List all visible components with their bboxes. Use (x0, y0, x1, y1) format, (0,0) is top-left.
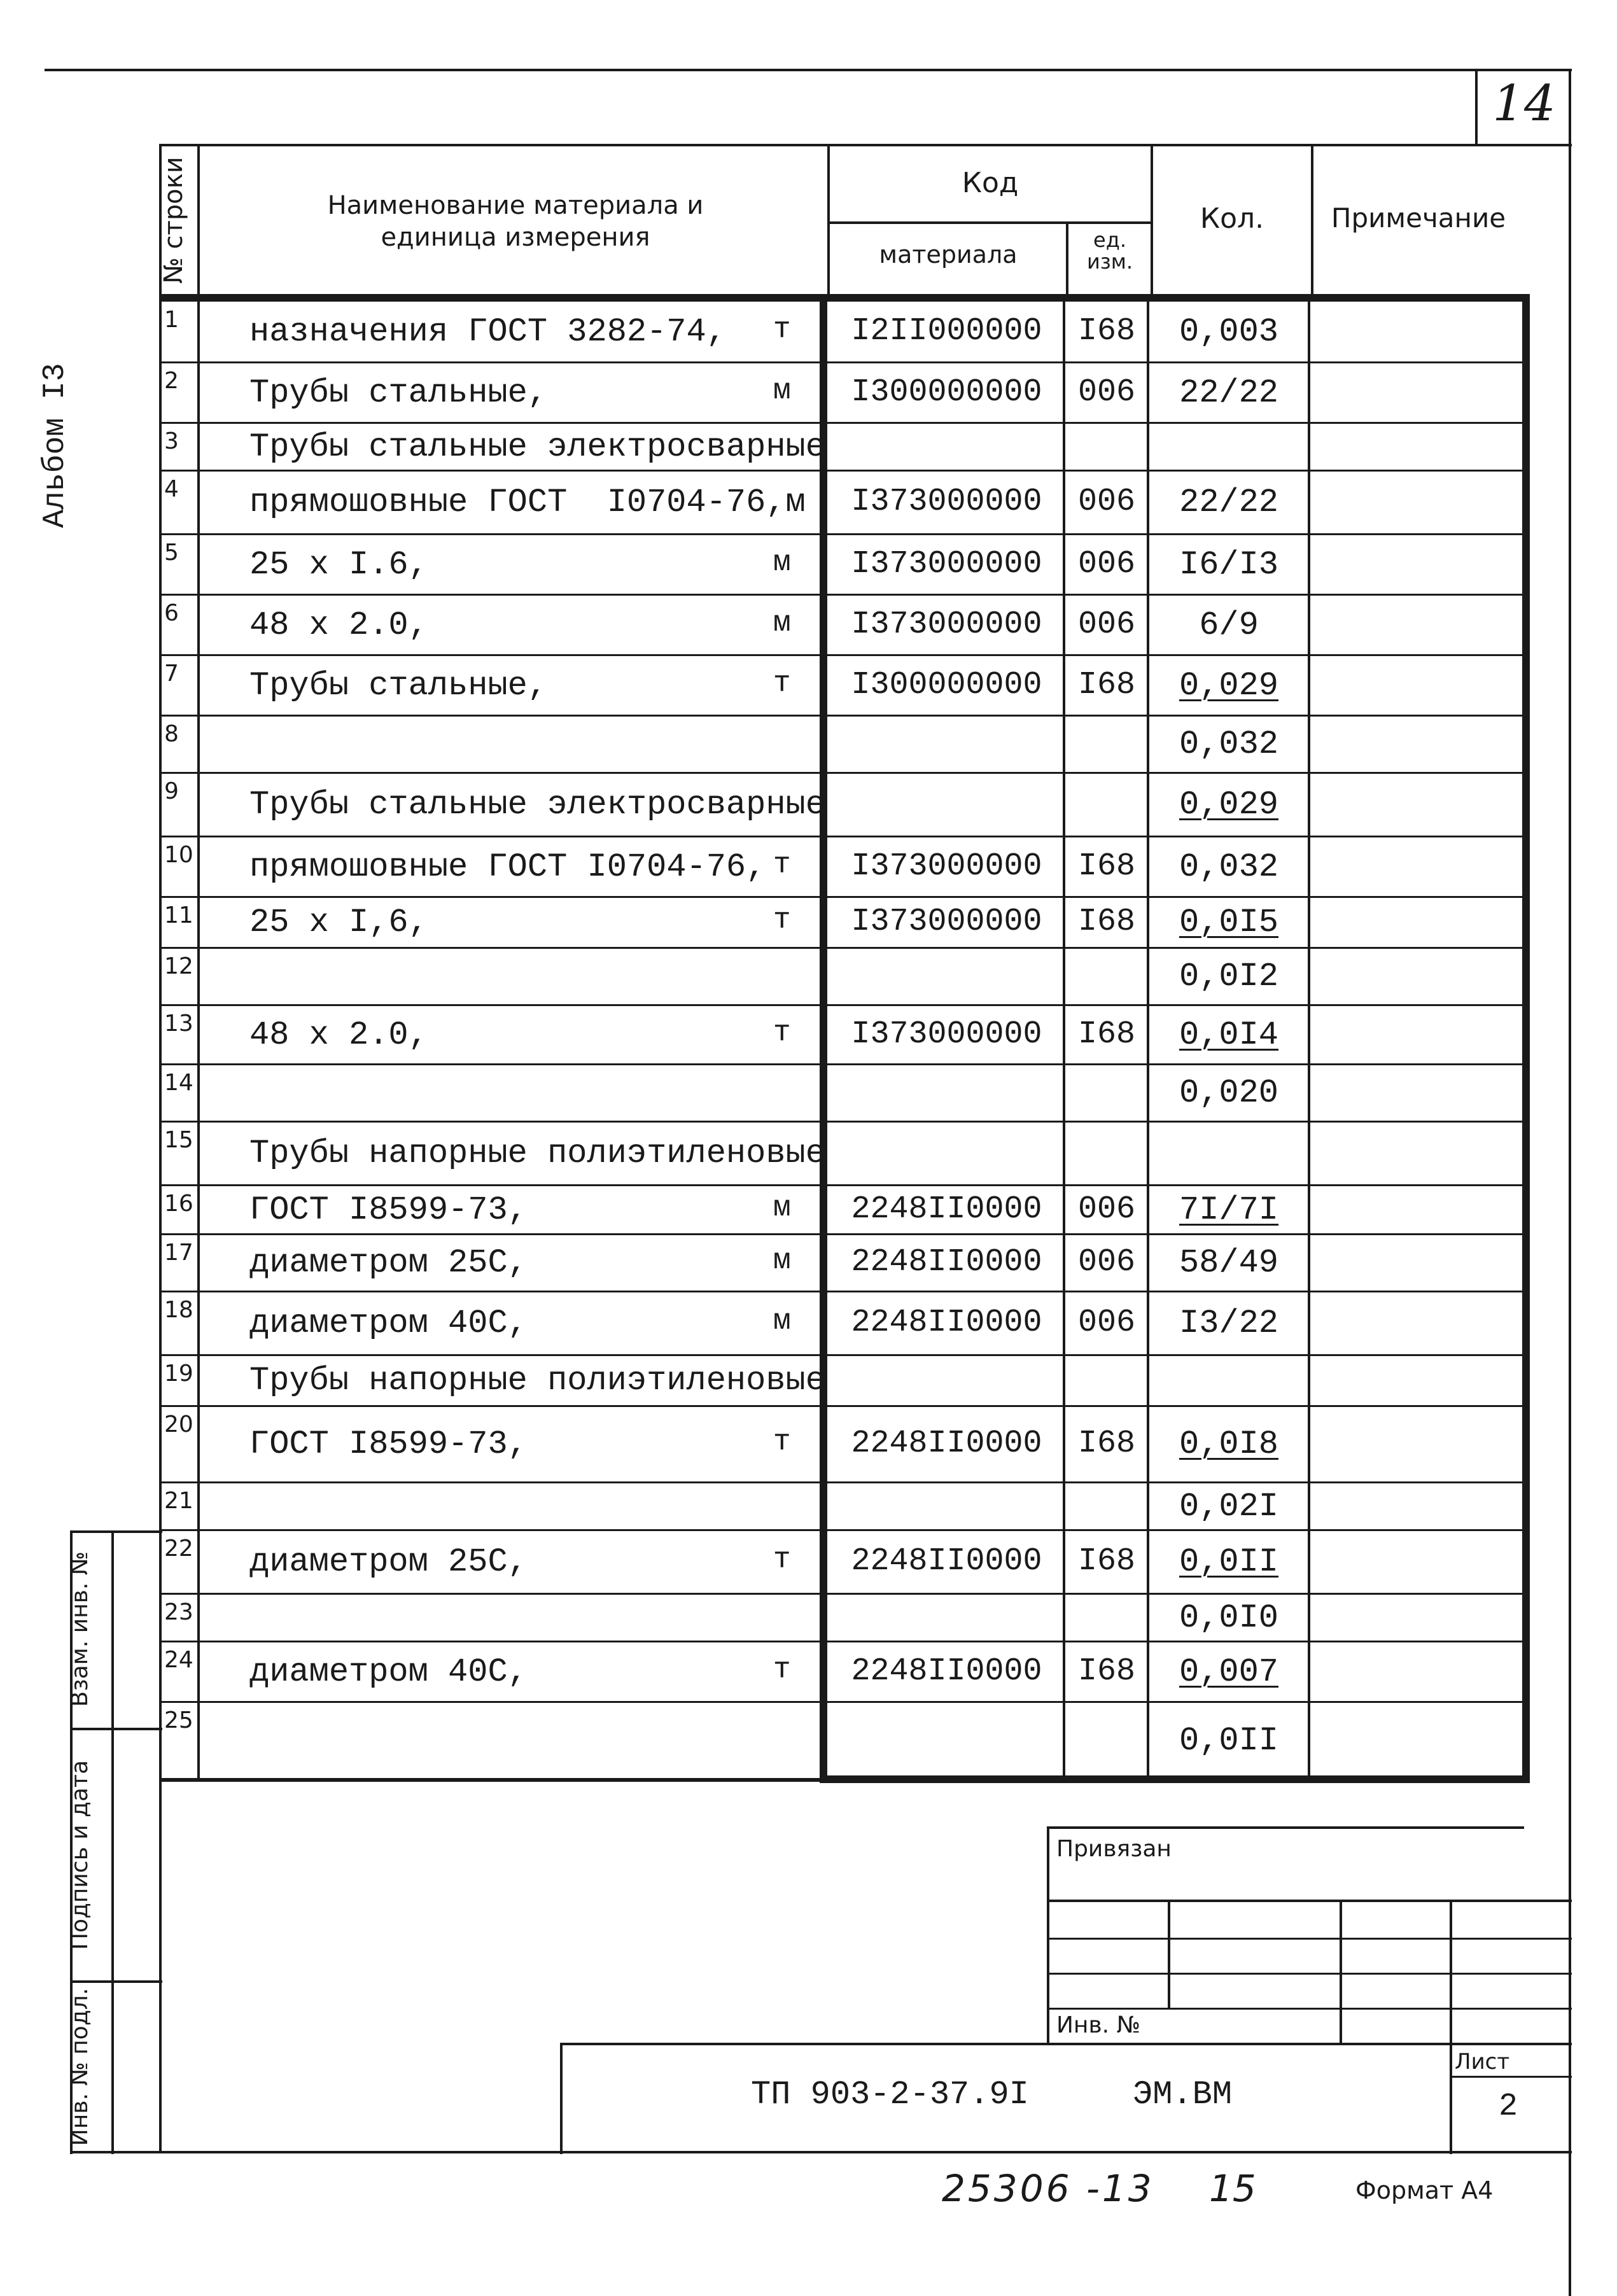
unit-code: I68 (1077, 1543, 1135, 1579)
row-divider (159, 1529, 824, 1531)
material-name: Трубы напорные полиэтиленовые (249, 1362, 825, 1399)
row-divider (159, 1405, 824, 1407)
row-number: 18 (164, 1297, 193, 1323)
footer-archive-no: 25306 -13 (942, 2167, 1154, 2210)
material-unit: т (773, 666, 791, 700)
row-divider (827, 836, 1524, 837)
row-divider (827, 594, 1524, 596)
material-name: Трубы напорные полиэтиленовые (249, 1135, 825, 1172)
quantity: 6/9 (1199, 606, 1259, 644)
row-number: 2 (164, 368, 179, 394)
row-number: 22 (164, 1536, 193, 1562)
row-divider (159, 422, 824, 424)
unit-code: 006 (1077, 374, 1135, 410)
row-divider (827, 1641, 1524, 1642)
header-unit-line2: изм. (1086, 249, 1133, 274)
unit-code: 006 (1077, 545, 1135, 582)
row-number: 5 (164, 540, 179, 566)
stamp-doc-mark: ЭМ.ВМ (1133, 2076, 1233, 2113)
material-unit: м (773, 1191, 791, 1224)
row-divider (827, 1233, 1524, 1235)
row-number: 8 (164, 721, 179, 747)
row-divider (159, 1641, 824, 1642)
row-divider (159, 1121, 824, 1123)
row-number: 23 (164, 1599, 193, 1625)
material-name: Трубы стальные, (249, 666, 548, 704)
quantity: 0,0I8 (1179, 1425, 1279, 1463)
material-name: Трубы стальные электросварные (249, 786, 825, 823)
material-name: назначения ГОСТ 3282-74, (249, 313, 726, 351)
quantity: 0,032 (1179, 848, 1279, 886)
material-code: 2248II0000 (851, 1425, 1042, 1462)
quantity: 0,029 (1179, 786, 1279, 823)
material-name: 25 х I,6, (249, 904, 428, 941)
row-divider (827, 1184, 1524, 1186)
unit-code: I68 (1077, 1016, 1135, 1053)
material-unit: т (773, 1425, 791, 1459)
material-code: 2248II0000 (851, 1305, 1042, 1341)
row-number: 14 (164, 1070, 193, 1096)
footer-format: Формат А4 (1355, 2176, 1494, 2204)
row-divider (159, 1184, 824, 1186)
quantity: I3/22 (1179, 1305, 1279, 1342)
material-code: 2248II0000 (851, 1543, 1042, 1579)
material-name: прямошовные ГОСТ I0704-76,м (249, 484, 806, 521)
row-divider (159, 654, 824, 656)
material-unit: м (773, 606, 791, 640)
row-divider (159, 896, 824, 898)
quantity: I6/I3 (1179, 545, 1279, 584)
row-divider (827, 1121, 1524, 1123)
quantity: 0,029 (1179, 666, 1279, 704)
album-label: Альбом I3 (38, 363, 73, 528)
row-number: 7 (164, 661, 179, 687)
row-divider (159, 1004, 824, 1006)
row-number: 4 (164, 476, 179, 502)
row-divider (159, 1354, 824, 1356)
material-code: 2248II0000 (851, 1244, 1042, 1280)
row-divider (159, 594, 824, 596)
row-number: 16 (164, 1191, 193, 1217)
quantity: 0,02I (1179, 1487, 1279, 1525)
row-divider (159, 361, 824, 363)
quantity: 0,007 (1179, 1653, 1279, 1691)
row-divider (827, 1593, 1524, 1595)
row-divider (827, 896, 1524, 898)
row-divider (827, 1004, 1524, 1006)
row-divider (159, 1778, 824, 1780)
material-unit: т (773, 313, 791, 346)
material-code: I300000000 (851, 666, 1042, 703)
row-divider (159, 772, 824, 774)
stamp-sheet-no: 2 (1498, 2089, 1518, 2125)
row-number: 1 (164, 307, 179, 333)
unit-code: 006 (1077, 484, 1135, 520)
row-divider (159, 1291, 824, 1292)
header-code-material: материала (879, 241, 1018, 269)
unit-code: 006 (1077, 1244, 1135, 1280)
material-name: Трубы стальные, (249, 374, 548, 412)
row-number: 19 (164, 1361, 193, 1387)
material-name: ГОСТ I8599-73, (249, 1191, 528, 1229)
right-margin-rule (1569, 69, 1571, 2296)
header-code: Код (962, 167, 1019, 199)
material-name: диаметром 25С, (249, 1543, 528, 1581)
row-number: 25 (164, 1707, 193, 1733)
material-name: 25 х I.6, (249, 545, 428, 584)
quantity: 0,0I0 (1179, 1599, 1279, 1637)
material-name: 48 х 2.0, (249, 1016, 428, 1054)
quantity: 0,0I4 (1179, 1016, 1279, 1054)
row-divider (827, 1291, 1524, 1292)
header-row-number: № строки (159, 157, 188, 284)
row-divider (159, 1593, 824, 1595)
row-divider (827, 947, 1524, 949)
unit-code: 006 (1077, 606, 1135, 643)
page-number: 14 (1492, 75, 1556, 132)
row-divider (827, 772, 1524, 774)
material-code: I373000000 (851, 904, 1042, 940)
row-number: 6 (164, 600, 179, 626)
material-code: 2248II0000 (851, 1653, 1042, 1690)
stamp-doc-code: ТП 903-2-37.9I (751, 2076, 1029, 2113)
row-number: 11 (164, 902, 193, 928)
row-number: 9 (164, 778, 179, 804)
material-code: I2II000000 (851, 313, 1042, 349)
material-unit: м (773, 1305, 791, 1338)
quantity: 58/49 (1179, 1244, 1279, 1282)
row-number: 12 (164, 953, 193, 979)
row-divider (827, 1354, 1524, 1356)
material-name: Трубы стальные электросварные (249, 428, 825, 466)
page-box-left (1475, 69, 1478, 144)
row-number: 20 (164, 1411, 193, 1438)
row-divider (827, 1405, 1524, 1407)
material-unit: т (773, 1543, 791, 1576)
material-unit: м (773, 1244, 791, 1277)
quantity: 0,003 (1179, 313, 1279, 351)
unit-code: 006 (1077, 1191, 1135, 1228)
quantity: 0,0II (1179, 1543, 1279, 1581)
row-divider (827, 1778, 1524, 1780)
row-divider (159, 1481, 824, 1483)
row-divider (827, 654, 1524, 656)
material-code: I373000000 (851, 848, 1042, 885)
row-divider (159, 1063, 824, 1065)
header-unit-line1: ед. (1093, 228, 1126, 252)
row-number: 15 (164, 1127, 193, 1153)
material-code: I373000000 (851, 1016, 1042, 1053)
stamp-inv-no: Инв. № (1056, 2012, 1141, 2038)
row-divider (827, 1063, 1524, 1065)
side-label-swap-inv: Взам. инв. № (67, 1551, 93, 1707)
row-divider (827, 361, 1524, 363)
row-divider (159, 947, 824, 949)
row-divider (159, 836, 824, 837)
top-rule (45, 69, 1572, 71)
row-divider (827, 715, 1524, 717)
row-divider (827, 470, 1524, 472)
unit-code: 006 (1077, 1305, 1135, 1341)
material-name: прямошовные ГОСТ I0704-76, (249, 848, 766, 886)
header-code-unit (1068, 229, 1151, 272)
material-name: диаметром 40С, (249, 1305, 528, 1342)
quantity: 0,020 (1179, 1074, 1279, 1112)
row-number: 3 (164, 428, 179, 454)
material-unit: т (773, 1653, 791, 1686)
quantity: 0,032 (1179, 725, 1279, 763)
row-divider (159, 715, 824, 717)
row-divider (827, 422, 1524, 424)
quantity: 0,0I2 (1179, 958, 1279, 995)
strip-divider (111, 1530, 114, 2154)
stamp-bound: Привязан (1056, 1836, 1172, 1862)
row-number: 10 (164, 842, 193, 868)
header-name-line2: единица измерения (381, 223, 650, 252)
row-divider (827, 533, 1524, 535)
row-divider (159, 533, 824, 535)
material-unit: м (773, 545, 791, 579)
quantity: 0,0I5 (1179, 904, 1279, 941)
unit-code: I68 (1077, 848, 1135, 885)
header-note: Примечание (1331, 202, 1506, 234)
material-code: I373000000 (851, 484, 1042, 520)
material-name: диаметром 40С, (249, 1653, 528, 1691)
material-name: ГОСТ I8599-73, (249, 1425, 528, 1463)
row-number: 21 (164, 1488, 193, 1514)
material-code: I300000000 (851, 374, 1042, 410)
material-unit: т (773, 848, 791, 881)
unit-code: I68 (1077, 1653, 1135, 1690)
quantity: 22/22 (1179, 484, 1279, 521)
strip-sep1 (70, 1728, 162, 1730)
side-label-sign-date: Подпись и дата (67, 1760, 93, 1950)
unit-code: I68 (1077, 1425, 1135, 1462)
header-name-line1: Наименование материала и (327, 191, 704, 220)
row-divider (827, 1481, 1524, 1483)
quantity: 22/22 (1179, 374, 1279, 412)
unit-code: I68 (1077, 666, 1135, 703)
row-number: 17 (164, 1240, 193, 1266)
material-code: I373000000 (851, 545, 1042, 582)
row-divider (827, 1529, 1524, 1531)
footer-archive-page: 15 (1209, 2167, 1256, 2210)
material-name: 48 х 2.0, (249, 606, 428, 644)
unit-code: I68 (1077, 313, 1135, 349)
row-divider (159, 1233, 824, 1235)
material-unit: м (773, 374, 791, 407)
side-label-inv-orig: Инв. № подл. (67, 1987, 93, 2146)
material-name: диаметром 25С, (249, 1244, 528, 1282)
row-divider (827, 1701, 1524, 1703)
row-divider (159, 1701, 824, 1703)
material-code: 2248II0000 (851, 1191, 1042, 1228)
bottom-rule (70, 2151, 1572, 2153)
unit-code: I68 (1077, 904, 1135, 940)
quantity: 7I/7I (1179, 1191, 1279, 1229)
row-divider (159, 470, 824, 472)
material-unit: т (773, 1016, 791, 1049)
row-number: 13 (164, 1011, 193, 1037)
stamp-sheet-label: Лист (1455, 2049, 1510, 2075)
quantity: 0,0II (1179, 1721, 1279, 1760)
row-number: 24 (164, 1647, 193, 1673)
material-unit: т (773, 904, 791, 937)
material-code: I373000000 (851, 606, 1042, 643)
header-qty: Кол. (1200, 202, 1264, 235)
